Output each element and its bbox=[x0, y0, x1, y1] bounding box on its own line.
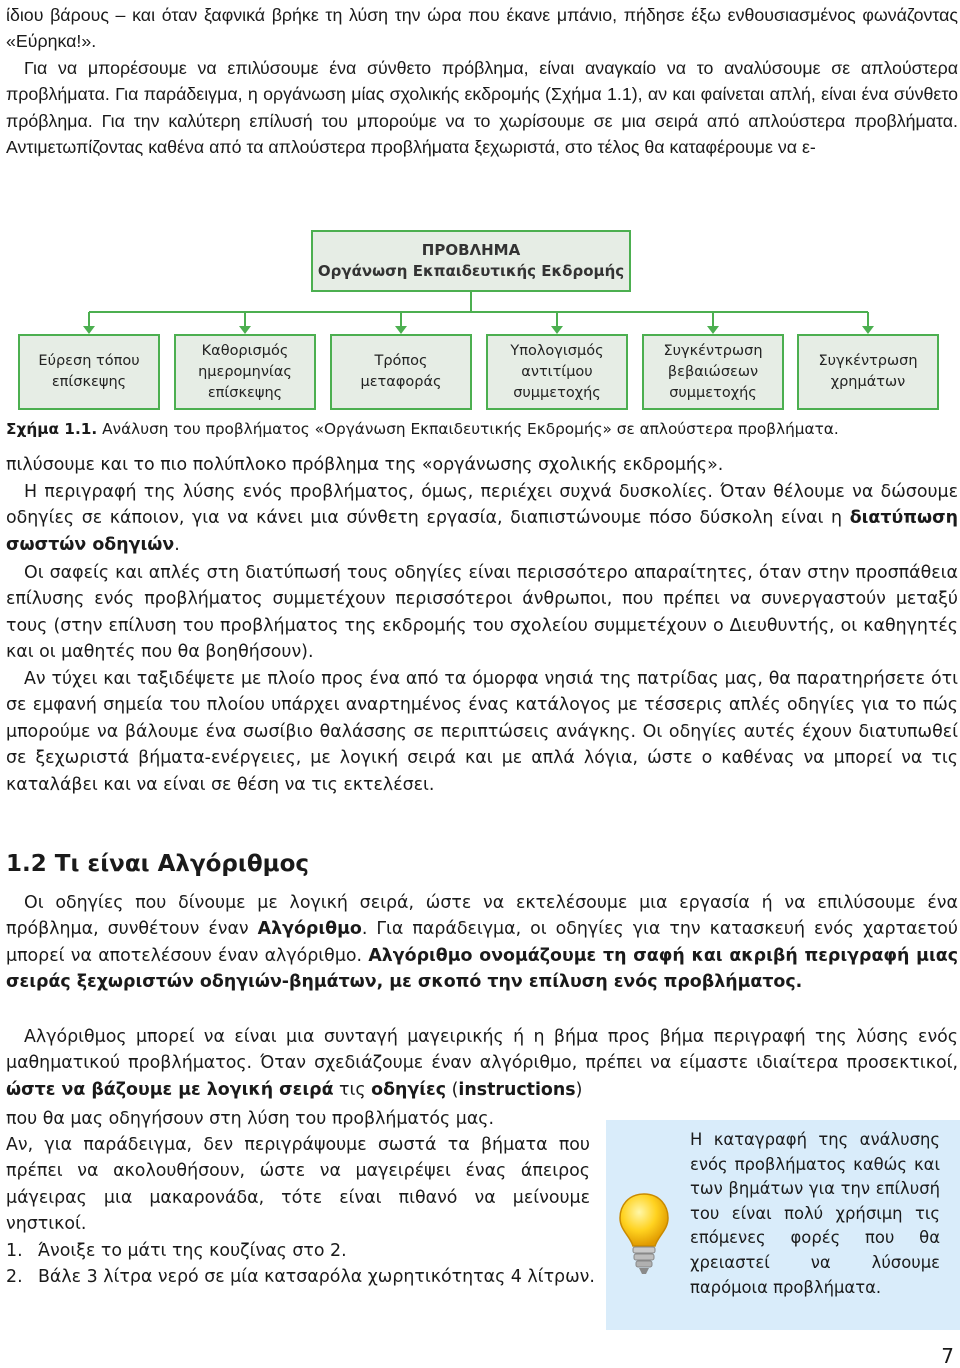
paragraph-instructions-difficulty bbox=[6, 479, 958, 558]
paragraph-text: ( bbox=[446, 1079, 459, 1100]
paragraph-text: Αλγόριθμος μπορεί να είναι μια συνταγή μαγειρικής ή η βήμα προς βήμα περιγραφή της λύσης ενός μαθηματικού προβλήματος. Όταν σχεδιάζουμε έναν αλγόριθμο, πρέπει να είμαστε ιδιαίτερα προσεκτικοί, bbox=[6, 1027, 958, 1074]
paragraph-text: ίδιου βάρους – και όταν ξαφνικά βρήκε τη λύση την ώρα που έκανε μπάνιο, πήδησε έξω ενθουσιασμένος φωνάζοντας «Εύρηκα!». bbox=[6, 5, 958, 52]
problem-root-box bbox=[311, 230, 631, 292]
arrow-head bbox=[395, 326, 407, 334]
step-text: Άνοιξε το μάτι της κουζίνας στο 2. bbox=[38, 1241, 347, 1261]
subproblem-box bbox=[642, 334, 784, 410]
subproblem-box bbox=[330, 334, 472, 410]
paragraph-text: που θα μας οδηγήσουν στη λύση του προβλήματός μας. bbox=[6, 1109, 495, 1129]
subproblem-box bbox=[18, 334, 160, 410]
paragraph-text: Οι σαφείς και απλές στη διατύπωσή τους οδηγίες είναι περισσότερο απαραίτητες, όταν στην προσπάθεια επίλυσης ενός προβλήματος συμμετέχουν περισσότεροι άνθρωποι, που πρέπει να συνεργαστούν μεταξύ τους (στην επίλυση του προβλήματος της εκδρομής του σχολείου συμμετέχουν ο Διευθυντής, οι καθηγητές και οι μαθητές που θα βοηθήσουν). bbox=[6, 563, 958, 663]
definition-text: Αλγόριθμο ονομάζουμε τη σαφή και ακριβή περιγραφή μιας σειράς ξεχωριστών οδηγιών-βημάτων, με σκοπό την επίλυση ενός προβλήματος. bbox=[6, 945, 958, 993]
cooking-steps-list bbox=[6, 1238, 606, 1291]
arrow-head bbox=[83, 326, 95, 334]
paragraph-decomposition bbox=[6, 55, 958, 161]
paragraph-text: Αν, για παράδειγμα, δεν περιγράψουμε σωστά τα βήματα που πρέπει να ακολουθήσουν, ώστε να μαγειρέψει ένας άπειρος μάγειρας μια μακαρονάδα, τότε είναι πιθανό να μείνουμε νηστικοί. bbox=[6, 1135, 590, 1235]
arrow-head bbox=[707, 326, 719, 334]
tip-note-box bbox=[606, 1120, 960, 1330]
paragraph-cooking-example bbox=[6, 1132, 590, 1238]
step-number: 1. bbox=[6, 1241, 23, 1261]
subproblem-label: Εύρεση τόπου επίσκεψης bbox=[38, 353, 140, 390]
paragraph-algorithm-examples-end bbox=[6, 1106, 590, 1132]
caption-text: Ανάλυση του προβλήματος «Οργάνωση Εκπαιδευτικής Εκδρομής» σε απλούστερα προβλήματα. bbox=[97, 420, 839, 438]
problem-decomposition-diagram bbox=[18, 226, 948, 416]
step-number: 2. bbox=[6, 1267, 23, 1288]
arrow-head bbox=[551, 326, 563, 334]
paragraph-ship-example bbox=[6, 666, 958, 798]
paragraph-clear-instructions bbox=[6, 560, 958, 666]
subproblem-box bbox=[486, 334, 628, 410]
step-text: Βάλε 3 λίτρα νερό σε μία κατσαρόλα χωρητικότητας 4 λίτρων. bbox=[38, 1267, 595, 1288]
problem-title: ΠΡΟΒΛΗΜΑ bbox=[421, 241, 521, 259]
paragraph-text: πιλύσουμε και το πιο πολύπλοκο πρόβλημα της «οργάνωσης σχολικής εκδρομής». bbox=[6, 455, 724, 475]
subproblem-label: Συγκέντρωση χρημάτων bbox=[818, 353, 918, 390]
arrow-head bbox=[239, 326, 251, 334]
paragraph-text: τις bbox=[333, 1079, 372, 1100]
list-item bbox=[6, 1264, 606, 1290]
section-heading: 1.2 Τι είναι Αλγόριθμος bbox=[6, 851, 310, 877]
subproblem-label: Τρόπος μεταφοράς bbox=[360, 353, 442, 390]
subproblem-box bbox=[174, 334, 316, 410]
paragraph-text: Η περιγραφή της λύσης ενός προβλήματος, όμως, περιέχει συχνά δυσκολίες. Όταν θέλουμε να δώσουμε οδηγίες σε κάποιον, για να κάνει μια σύνθετη εργασία, διαπιστώνουμε πόσο δύσκολη είναι η bbox=[6, 482, 958, 529]
subproblem-box bbox=[797, 334, 939, 410]
problem-subtitle: Οργάνωση Εκπαιδευτικής Εκδρομής bbox=[317, 262, 625, 280]
paragraph-algorithm-definition bbox=[6, 890, 958, 996]
paragraph-text: . Για παράδειγμα, οι οδηγίες για την κατασκευή ενός χαρταετού μπορεί να αποτελέσουν έναν αλγόριθμο. bbox=[6, 919, 958, 966]
paragraph-text: Οι οδηγίες που δίνουμε με λογική σειρά, ώστε να εκτελέσουμε μια εργασία ή να επιλύσουμε ένα πρόβλημα, συνθέτουν έναν bbox=[6, 893, 958, 940]
list-item bbox=[6, 1238, 606, 1264]
lightbulb-icon bbox=[616, 1190, 672, 1276]
paragraph-text: ) bbox=[575, 1079, 583, 1100]
arrow-head bbox=[862, 326, 874, 334]
paragraph-continuation bbox=[6, 452, 958, 478]
figure-caption bbox=[6, 418, 958, 440]
subproblem-label: Συγκέντρωση βεβαιώσεων συμμετοχής bbox=[663, 342, 763, 401]
emphasis-text: instructions bbox=[458, 1079, 576, 1100]
connector-arrows bbox=[83, 312, 874, 334]
paragraph-text: . bbox=[174, 534, 180, 555]
emphasis-text: οδηγίες bbox=[371, 1079, 447, 1100]
emphasis-text: ώστε να βάζουμε με λογική σειρά bbox=[6, 1079, 334, 1100]
paragraph-text: Αν τύχει και ταξιδέψετε με πλοίο προς ένα από τα όμορφα νησιά της πατρίδας μας, θα παρατηρήσετε ότι σε εμφανή σημεία του πλοίου υπάρχει αναρτημένος ένας κατάλογος με τέσσερις απλές οδηγίες για το πώς μπορούμε να βάλουμε ένα σωσίβιο θαλάσσης σε περιπτώσεις ανάγκης. Οι οδηγίες αυτές έχουν διατυπωθεί σε ξεχωριστά βήματα-ενέργειες, με λογική σειρά και με απλά λόγια, ώστε ο καθένας να μπορεί να τις καταλάβει και να είναι σε θέση να τις εκτελέσει. bbox=[6, 669, 958, 795]
subproblem-label: Καθορισμός ημερομηνίας επίσκεψης bbox=[198, 342, 292, 401]
paragraph-text: Για να μπορέσουμε να επιλύσουμε ένα σύνθετο πρόβλημα, είναι αναγκαίο να το αναλύσουμε σε απλούστερα προβλήματα. Για παράδειγμα, η οργάνωση μίας σχολικής εκδρομής (Σχήμα 1.1), αν και φαίνεται απλή, είναι ένα σύνθετο πρόβλημα. Για την καλύτερη επίλυσή του μπορούμε να το χωρίσουμε σε μια σειρά από απλούστερα προβλήματα. Αντιμετωπίζοντας καθένα από τα απλούστερα προβλήματα ξεχωριστά, στο τέλος θα καταφέρουμε να ε- bbox=[6, 58, 958, 158]
tip-note-text: Η καταγραφή της ανάλυσης ενός προβλήματος καθώς και των βημάτων για την επίλυσή του είναι πολύ χρήσιμη τις επόμενες φορές που θα χρειαστεί να λύσουμε παρόμοια προβλήματα. bbox=[690, 1130, 940, 1297]
page-number: 7 bbox=[941, 1344, 954, 1368]
emphasis-text: διατύπωση σωστών οδηγιών bbox=[6, 508, 958, 555]
paragraph-intro-end bbox=[6, 2, 958, 55]
paragraph-algorithm-examples bbox=[6, 1024, 958, 1103]
subproblem-label: Υπολογισμός αντιτίμου συμμετοχής bbox=[510, 342, 604, 401]
emphasis-text: Αλγόριθμο bbox=[257, 919, 362, 940]
caption-label: Σχήμα 1.1. bbox=[6, 420, 98, 438]
